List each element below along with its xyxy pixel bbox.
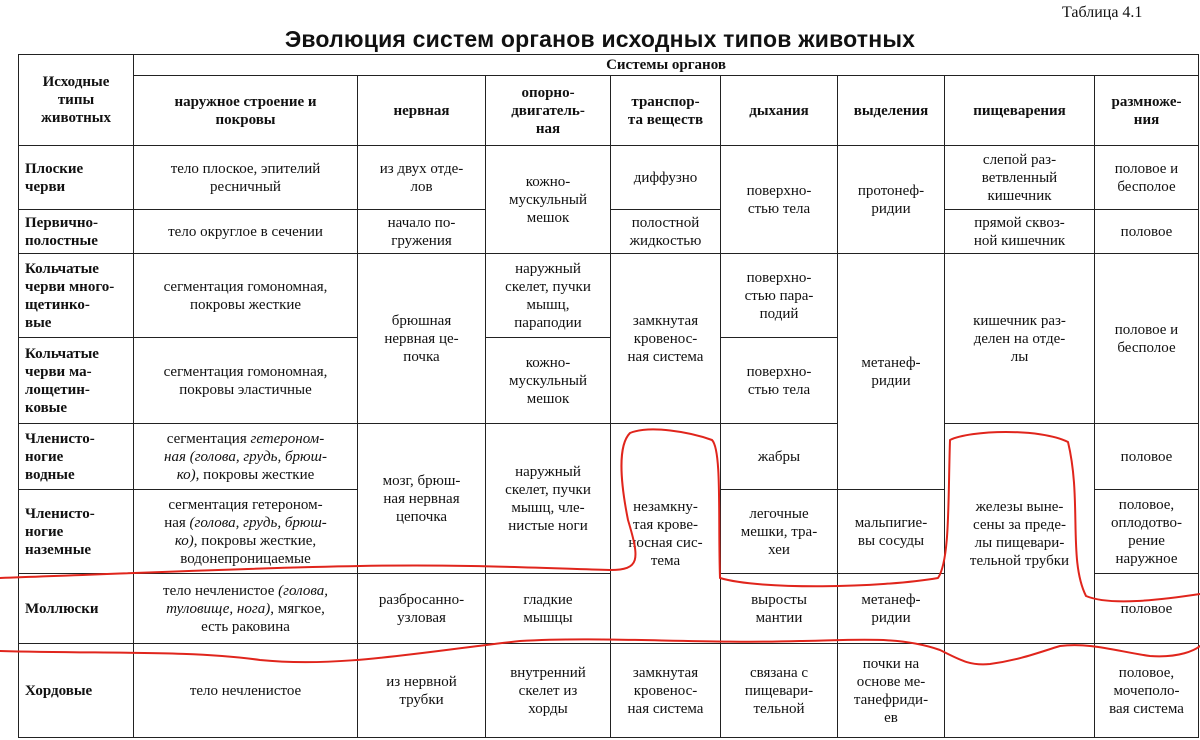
oligochaeta-support <box>486 338 611 424</box>
cell-line: лы пищевари- <box>974 534 1065 551</box>
cell-line <box>137 582 354 600</box>
cell-line: брюшная <box>391 312 452 329</box>
cell-line: ногие <box>25 448 64 465</box>
cell-line: поверхно- <box>746 363 812 380</box>
chordates-reproduction <box>1095 644 1199 738</box>
cell-line: мешок <box>526 209 570 226</box>
polychaeta-respiration <box>721 254 838 338</box>
chordates-digestion <box>945 644 1095 738</box>
cell-line: Членисто- <box>25 430 95 447</box>
italic-text: (голова, <box>278 582 328 599</box>
cell-line: прямой сквоз- <box>974 214 1065 231</box>
cell-line: параподии <box>514 314 582 331</box>
cell-line: жидкостью <box>629 232 702 249</box>
cell-line: мальпигие- <box>854 514 928 531</box>
cell-line: черви <box>25 178 66 195</box>
cell-line: Плоские <box>25 160 84 177</box>
cell-line: Моллюски <box>25 600 99 617</box>
cell-line: ная система <box>627 700 704 717</box>
header-digestion <box>945 76 1095 146</box>
chordates-nervous <box>358 644 486 738</box>
cell-line: мышцы <box>523 609 573 626</box>
plain-text: , мягкое, <box>270 600 325 617</box>
header-support-motor <box>486 76 611 146</box>
arthropods-water-outer <box>134 424 358 490</box>
header-outer-structure <box>134 76 358 146</box>
cell-line: наземные <box>25 541 92 558</box>
cell-line: мускульный <box>508 191 588 208</box>
cell-line: ной кишечник <box>973 232 1066 249</box>
cell-line <box>137 618 354 636</box>
chordates-respiration <box>721 644 838 738</box>
molluscs-outer <box>134 574 358 644</box>
cell-line: тая крове- <box>633 516 698 533</box>
cell-line: жабры <box>757 448 801 465</box>
cell-line: легочные <box>749 505 809 522</box>
cell-line: скелет, пучки <box>505 481 591 498</box>
cell-line: тело округлое в сечении <box>168 223 323 240</box>
cell-line: хорды <box>528 700 568 717</box>
cell-line: носная сис- <box>628 534 703 551</box>
plain-text: водонепроницаемые <box>180 550 311 567</box>
cell-line: половое и <box>1114 321 1179 338</box>
cell-line <box>137 466 354 484</box>
molluscs-excretion <box>838 574 945 644</box>
cell-line: внутренний <box>510 664 586 681</box>
polychaeta-support <box>486 254 611 338</box>
primary-cavity-reproduction <box>1095 210 1199 254</box>
cell-line: тело плоское, эпителий <box>170 160 321 177</box>
row-polychaeta-name <box>19 254 134 338</box>
cell-line: мешок <box>526 390 570 407</box>
cell-line: мозг, брюш- <box>382 472 461 489</box>
cell-line: водные <box>25 466 75 483</box>
primary-cavity-digestion <box>945 210 1095 254</box>
cell-line: стью тела <box>747 200 811 217</box>
cell-line: щетинко- <box>25 296 90 313</box>
cell-line: типы <box>57 92 95 108</box>
italic-text: туловище, нога) <box>166 600 271 617</box>
cell-line: ния <box>1133 111 1160 128</box>
cell-line: почки на <box>862 655 920 672</box>
cell-line: подий <box>759 305 799 322</box>
cell-line: сегментация гомономная, <box>163 363 328 380</box>
cell-line: тельной трубки <box>969 552 1070 569</box>
plain-text: есть раковина <box>201 618 290 635</box>
cell-line: метанеф- <box>861 591 921 608</box>
arthropods-molluscs-transport <box>611 424 721 644</box>
cell-line: нистые ноги <box>508 517 588 534</box>
cell-line: ридии <box>871 200 911 217</box>
flatworms-reproduction <box>1095 146 1199 210</box>
cell-line: цепочка <box>395 508 448 525</box>
cell-line: Кольчатые <box>25 260 99 277</box>
cell-line: кровенос- <box>633 330 698 347</box>
annelids-transport <box>611 254 721 424</box>
cell-line: оплодотво- <box>1110 514 1183 531</box>
cell-line: кишечник раз- <box>973 312 1066 329</box>
cell-line: сегментация гомономная, <box>163 278 328 295</box>
cell-line: поверхно- <box>746 269 812 286</box>
cell-line: гружения <box>391 232 452 249</box>
cell-line: лов <box>410 178 433 195</box>
chordates-support <box>486 644 611 738</box>
cell-line: тело нечленистое <box>189 682 302 699</box>
primary-cavity-nervous <box>358 210 486 254</box>
cell-line: разбросанно- <box>378 591 465 608</box>
cell-line: лы <box>1010 348 1029 365</box>
cell-line: вы сосуды <box>857 532 925 549</box>
primary-cavity-transport <box>611 210 721 254</box>
molluscs-support <box>486 574 611 644</box>
annelids-reproduction <box>1095 254 1199 424</box>
cell-line: ковые <box>25 399 68 416</box>
cell-line: покровы эластичные <box>179 381 312 398</box>
cell-line: танефриди- <box>853 691 929 708</box>
table-caption: Таблица 4.1 <box>1062 4 1143 21</box>
arthropods-land-excretion <box>838 490 945 574</box>
cell-line: Хордовые <box>25 682 93 699</box>
row-chordates-name <box>19 644 134 738</box>
header-transport <box>611 76 721 146</box>
cell-line: ногие <box>25 523 64 540</box>
page-title: Эволюция систем органов исходных типов животных <box>284 26 916 52</box>
cell-line: мантии <box>755 609 803 626</box>
cell-line: выросты <box>751 591 807 608</box>
cell-line: скелет, пучки <box>505 278 591 295</box>
annelids-digestion <box>945 254 1095 424</box>
cell-line: из нервной <box>386 673 457 690</box>
molluscs-reproduction <box>1095 574 1199 644</box>
cell-line: половое, <box>1118 664 1175 681</box>
cell-line: почка <box>403 348 440 365</box>
cell-line: делен на отде- <box>973 330 1066 347</box>
cell-line: дыхания <box>749 102 809 119</box>
cell-line: покровы жесткие <box>189 296 302 313</box>
cell-line: начало по- <box>387 214 456 231</box>
cell-line: пищеварения <box>973 102 1066 119</box>
cell-line <box>137 532 354 550</box>
cell-line: ная <box>535 120 561 137</box>
cell-line: двигатель- <box>511 102 585 119</box>
row-molluscs-name <box>19 574 134 644</box>
cell-line: стью тела <box>747 381 811 398</box>
cell-line: связана с <box>749 664 809 681</box>
cell-line: вая система <box>1109 700 1184 717</box>
plain-text: тело нечленистое <box>163 582 279 599</box>
cell-line <box>137 448 354 466</box>
header-nervous <box>358 76 486 146</box>
cell-line: Членисто- <box>25 505 95 522</box>
row-oligochaeta-name <box>19 338 134 424</box>
cell-line: черви много- <box>25 278 115 295</box>
cell-line: наружное <box>1115 550 1178 567</box>
cell-line: кишечник <box>987 187 1052 204</box>
cell-line: поверхно- <box>746 182 812 199</box>
cell-line: лощетин- <box>25 381 90 398</box>
cell-line: Кольчатые <box>25 345 99 362</box>
flatworms-nervous <box>358 146 486 210</box>
italic-text: (голова, грудь, брюш- <box>189 514 327 531</box>
cell-line: тема <box>650 552 681 569</box>
cell-line: половое, <box>1118 496 1175 513</box>
row-primary-cavity-name <box>19 210 134 254</box>
cell-line: покровы <box>215 111 276 128</box>
italic-text: ная (голова, грудь, брюш- <box>164 448 327 465</box>
row-arthropods-land-name <box>19 490 134 574</box>
chordates-excretion <box>838 644 945 738</box>
arthropods-support <box>486 424 611 574</box>
italic-text: ко) <box>174 532 194 549</box>
italic-text: ко) <box>176 466 196 483</box>
arthropods-nervous <box>358 424 486 574</box>
flat-primary-excretion <box>838 146 945 254</box>
cell-line: бесполое <box>1117 178 1176 195</box>
cell-line: основе ме- <box>856 673 926 690</box>
arthropods-land-outer <box>134 490 358 574</box>
molluscs-nervous <box>358 574 486 644</box>
cell-line: животных <box>40 110 112 126</box>
cell-line: та веществ <box>627 111 704 128</box>
cell-line: Первично- <box>25 214 99 231</box>
cell-line: мускульный <box>508 372 588 389</box>
header-respiration <box>721 76 838 146</box>
cell-line: половое <box>1120 448 1173 465</box>
molluscs-respiration <box>721 574 838 644</box>
cell-line: стью пара- <box>744 287 814 304</box>
cell-line: наружный <box>515 463 581 480</box>
cell-line <box>137 550 354 568</box>
cell-line: выделения <box>853 102 929 119</box>
cell-line: скелет из <box>518 682 578 699</box>
cell-line: ресничный <box>210 178 281 195</box>
chordates-transport <box>611 644 721 738</box>
cell-line: гладкие <box>523 591 573 608</box>
flatworms-transport <box>611 146 721 210</box>
arthropods-molluscs-digestion <box>945 424 1095 644</box>
cell-line: рение <box>1128 532 1165 549</box>
cell-line: ная система <box>627 348 704 365</box>
cell-line: полостной <box>631 214 700 231</box>
cell-line: диффузно <box>633 169 698 186</box>
cell-line: наружный <box>515 260 581 277</box>
cell-line: мышц, чле- <box>511 499 585 516</box>
cell-line: ная нервная <box>383 490 460 507</box>
cell-line <box>137 600 354 618</box>
row-flatworms-name <box>19 146 134 210</box>
cell-line: кожно- <box>525 173 571 190</box>
cell-line: половое <box>1120 223 1173 240</box>
cell-line: узловая <box>397 609 446 626</box>
cell-line: ридии <box>871 609 911 626</box>
cell-line: ев <box>884 709 898 726</box>
cell-line: нервная <box>393 102 450 119</box>
cell-line: черви ма- <box>25 363 92 380</box>
cell-line: нервная це- <box>384 330 459 347</box>
cell-line: Исходные <box>42 74 110 90</box>
primary-cavity-outer <box>134 210 358 254</box>
cell-line: сены за преде- <box>973 516 1066 533</box>
cell-line <box>137 496 354 514</box>
cell-line: мочеполо- <box>1113 682 1180 699</box>
flat-primary-support <box>486 146 611 254</box>
annelids-excretion <box>838 254 945 490</box>
row-arthropods-water-name <box>19 424 134 490</box>
cell-line: слепой раз- <box>982 151 1057 168</box>
cell-line <box>137 430 354 448</box>
cell-line: хеи <box>768 541 790 558</box>
cell-line: наружное строение и <box>174 93 317 110</box>
flatworms-outer <box>134 146 358 210</box>
plain-text: сегментация <box>166 430 251 447</box>
plain-text: сегментация гетероном- <box>168 496 323 513</box>
italic-text: гетероном- <box>250 430 325 447</box>
cell-line: железы выне- <box>975 498 1064 515</box>
arthropods-land-respiration <box>721 490 838 574</box>
cell-line: метанеф- <box>861 354 921 371</box>
cell-line: мешки, тра- <box>740 523 818 540</box>
oligochaeta-respiration <box>721 338 838 424</box>
annelids-nervous <box>358 254 486 424</box>
header-systems-cell: Системы органов <box>134 55 1199 76</box>
header-reproduction <box>1095 76 1199 146</box>
cell-line <box>137 514 354 532</box>
cell-line: кожно- <box>525 354 571 371</box>
plain-text: , покровы жесткие, <box>193 532 317 549</box>
cell-line: кровенос- <box>633 682 698 699</box>
cell-line: половое и <box>1114 160 1179 177</box>
oligochaeta-outer <box>134 338 358 424</box>
polychaeta-outer <box>134 254 358 338</box>
organ-systems-table <box>18 54 1199 738</box>
cell-line: трубки <box>399 691 444 708</box>
cell-line: бесполое <box>1117 339 1176 356</box>
cell-line: замкнутая <box>632 664 699 681</box>
arthropods-water-reproduction <box>1095 424 1199 490</box>
flat-primary-respiration <box>721 146 838 254</box>
cell-line: ридии <box>871 372 911 389</box>
cell-line: транспор- <box>631 93 700 110</box>
arthropods-water-respiration <box>721 424 838 490</box>
cell-line: размноже- <box>1111 93 1182 110</box>
header-types-cell <box>19 55 134 146</box>
arthropods-land-reproduction <box>1095 490 1199 574</box>
flatworms-digestion <box>945 146 1095 210</box>
cell-line: незамкну- <box>633 498 698 515</box>
cell-line: замкнутая <box>632 312 699 329</box>
cell-line: пищевари- <box>744 682 814 699</box>
cell-line: мышц, <box>526 296 570 313</box>
cell-line: опорно- <box>521 84 575 101</box>
cell-line: полостные <box>25 232 98 249</box>
cell-line: ветвленный <box>981 169 1058 186</box>
cell-line: вые <box>25 314 52 331</box>
plain-text: , покровы жесткие <box>195 466 315 483</box>
chordates-outer <box>134 644 358 738</box>
header-excretion <box>838 76 945 146</box>
cell-line: тельной <box>753 700 805 717</box>
plain-text: ная <box>164 514 190 531</box>
cell-line: протонеф- <box>857 182 925 199</box>
cell-line: половое <box>1120 600 1173 617</box>
cell-line: из двух отде- <box>379 160 464 177</box>
